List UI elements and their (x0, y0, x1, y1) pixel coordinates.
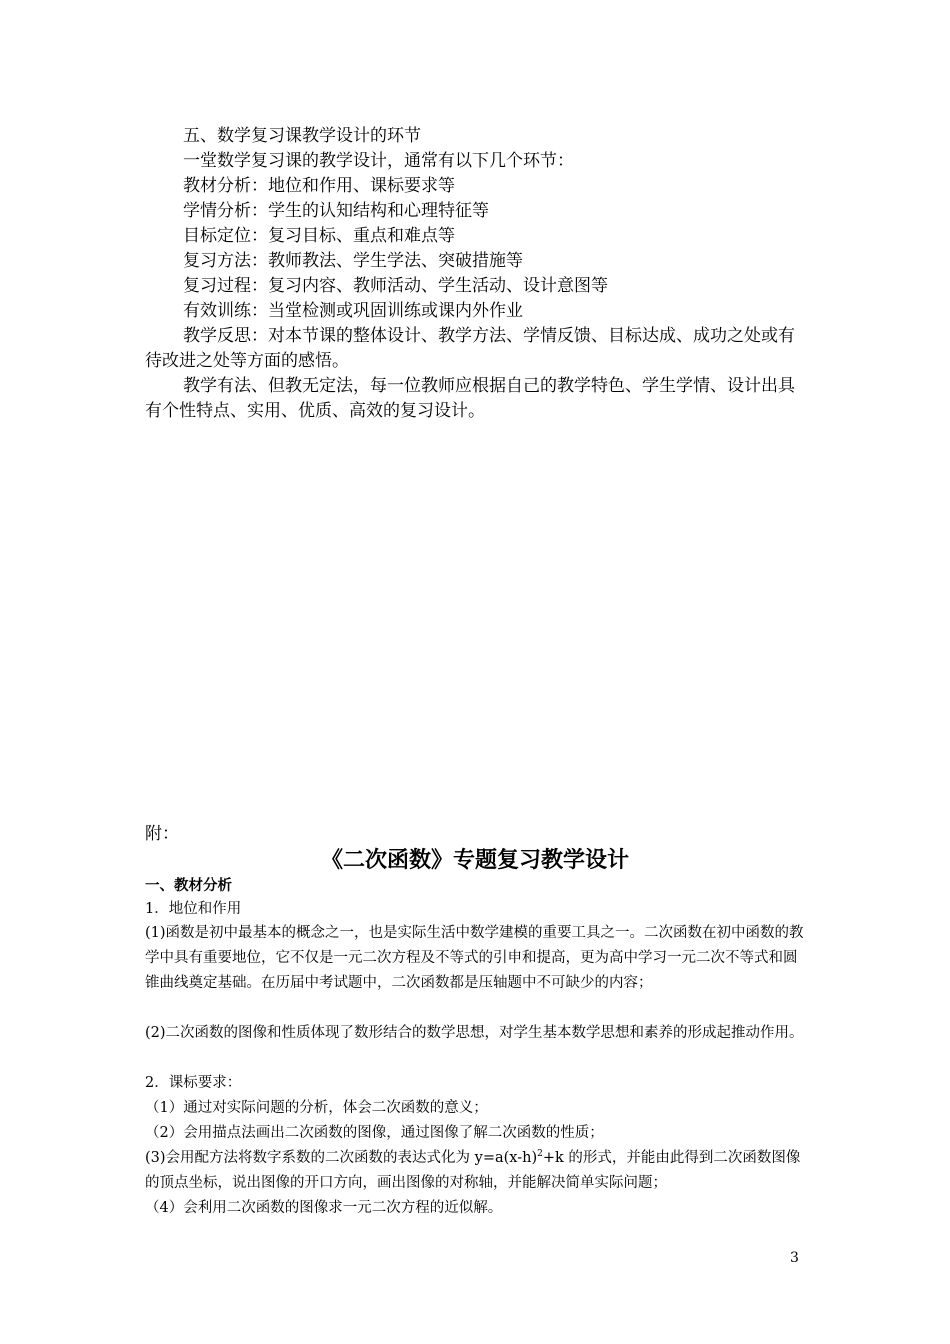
appendix-label: 附： (145, 824, 179, 844)
page-number: 3 (790, 1250, 799, 1266)
subsection2-heading: 2．课标要求： (145, 1075, 242, 1091)
requirement-4: （4）会利用二次函数的图像求一元二次方程的近似解。 (145, 1200, 503, 1216)
list-item: 复习过程：复习内容、教师活动、学生活动、设计意图等 (183, 276, 608, 296)
paragraph-1: (1)函数是初中最基本的概念之一，也是实际生活中数学建模的重要工具之一。二次函数在初中函数的教学中具有重要地位，它不仅是一元二次方程及不等式的引申和提高，更为高中学习一元二次不等式和圆锥曲线奠定基础。在历届中考试题中，二次函数都是压轴题中不可缺少的内容； (145, 925, 804, 991)
list-item: 有效训练：当堂检测或巩固训练或课内外作业 (183, 301, 523, 321)
requirement-1: （1）通过对实际问题的分析，体会二次函数的意义； (145, 1100, 488, 1116)
list-item: 目标定位：复习目标、重点和难点等 (183, 226, 455, 246)
conclusion-paragraph: 教学有法、但教无定法，每一位教师应根据自己的教学特色、学生学情、设计出具有个性特点、实用、优质、高效的复习设计。 (145, 376, 795, 421)
requirement-2: （2）会用描点法画出二次函数的图像，通过图像了解二次函数的性质； (145, 1125, 604, 1141)
document-title: 《二次函数》专题复习教学设计 (320, 847, 629, 873)
section5-intro: 一堂数学复习课的教学设计，通常有以下几个环节： (183, 151, 574, 171)
section1-heading: 一、教材分析 (145, 877, 232, 894)
list-item: 教材分析：地位和作用、课标要求等 (183, 176, 455, 196)
reflection-paragraph: 教学反思：对本节课的整体设计、教学方法、学情反馈、目标达成、成功之处或有待改进之处等方面的感悟。 (145, 326, 795, 371)
list-item: 学情分析：学生的认知结构和心理特征等 (183, 201, 489, 221)
paragraph-2: (2)二次函数的图像和性质体现了数形结合的数学思想，对学生基本数学思想和素养的形成起推动作用。 (145, 1025, 804, 1041)
list-item: 复习方法：教师教法、学生学法、突破措施等 (183, 251, 523, 271)
section5-heading: 五、数学复习课教学设计的环节 (183, 126, 421, 146)
subsection1-heading: 1．地位和作用 (145, 901, 242, 917)
requirement-3: (3)会用配方法将数字系数的二次函数的表达式化为 $y=a(x-h)^2+k$ 的形式，并能由此得到二次函数图像的顶点坐标，说出图像的开口方向，画出图像的对称轴，并能解决简单实际问题； (145, 1149, 801, 1191)
